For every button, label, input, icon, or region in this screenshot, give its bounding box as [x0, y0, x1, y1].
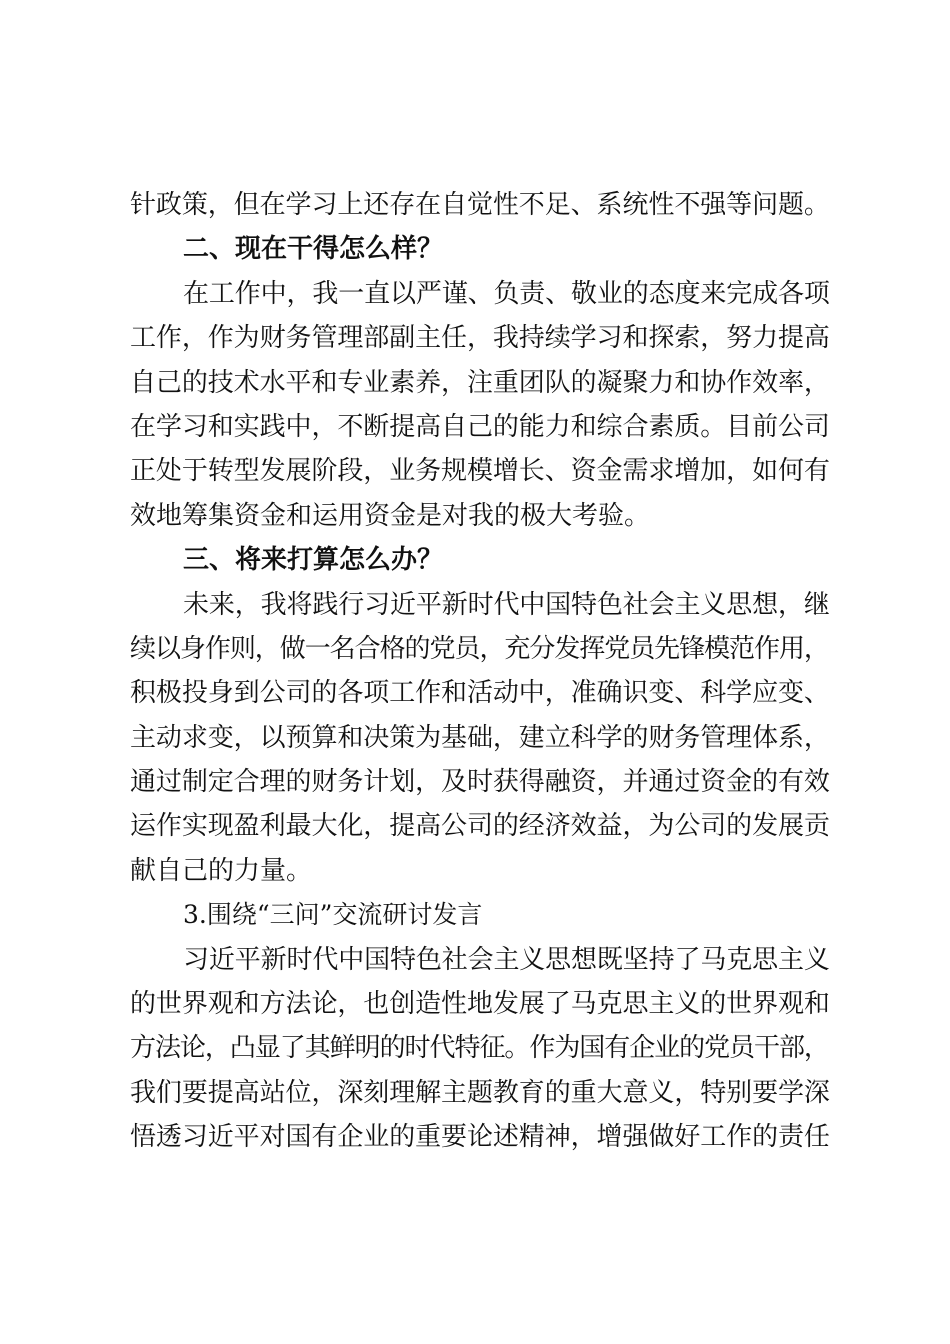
heading-now [130, 227, 830, 271]
paragraph-line-wrapper [130, 1026, 830, 1070]
paragraph-line-wrapper [130, 316, 830, 360]
paragraph-line-wrapper [130, 671, 830, 715]
paragraph-now [130, 272, 830, 538]
paragraph-line-wrapper [130, 938, 830, 982]
paragraph-discussion [130, 938, 830, 1160]
paragraph-line: 未来，我将践行习近平新时代中国特色社会主义思想，继 [183, 589, 830, 620]
paragraph-line: 针政策，但在学习上还存在自觉性不足、系统性不强等问题。 [130, 190, 830, 220]
paragraph-line: 我们要提高站位，深刻理解主题教育的重大意义，特别要学深 [130, 1077, 830, 1108]
paragraph-line-wrapper [130, 405, 830, 449]
paragraph-line-wrapper [130, 982, 830, 1026]
paragraph-line-wrapper [130, 183, 830, 227]
paragraph-line-wrapper [130, 760, 830, 804]
heading-future [130, 538, 830, 582]
section-title [130, 893, 830, 937]
paragraph-line: 工作，作为财务管理部副主任，我持续学习和探索，努力提高 [130, 323, 830, 354]
section-title-text: 3.围绕“三问”交流研讨发言 [183, 900, 483, 930]
paragraph-line: 在工作中，我一直以严谨、负责、敬业的态度来完成各项 [183, 278, 830, 309]
paragraph-line: 悟透习近平对国有企业的重要论述精神，增强做好工作的责任 [130, 1122, 830, 1153]
paragraph-line: 正处于转型发展阶段，业务规模增长、资金需求增加，如何有 [130, 456, 830, 487]
paragraph-line: 方法论，凸显了其鲜明的时代特征。作为国有企业的党员干部， [130, 1033, 829, 1064]
paragraph-line: 在学习和实践中，不断提高自己的能力和综合素质。目前公司 [130, 411, 830, 442]
paragraph-line: 主动求变，以预算和决策为基础，建立科学的财务管理体系， [130, 722, 830, 753]
paragraph-future [130, 583, 830, 894]
heading-future-text: 三、将来打算怎么办？ [183, 545, 444, 576]
document-page [130, 183, 830, 1160]
paragraph-line-wrapper [130, 272, 830, 316]
paragraph-line: 自己的技术水平和专业素养，注重团队的凝聚力和协作效率， [130, 367, 830, 398]
paragraph-line: 运作实现盈利最大化，提高公司的经济效益，为公司的发展贡 [130, 811, 830, 842]
paragraph-line-wrapper [130, 1071, 830, 1115]
paragraph-line-wrapper [130, 804, 830, 848]
paragraph-line-wrapper [130, 1115, 830, 1159]
paragraph-line-wrapper [130, 716, 830, 760]
paragraph-line-wrapper [130, 849, 830, 893]
paragraph-line-wrapper [130, 449, 830, 493]
paragraph-line: 献自己的力量。 [130, 855, 313, 886]
paragraph-line: 效地筹集资金和运用资金是对我的极大考验。 [130, 500, 651, 531]
paragraph-line-wrapper [130, 583, 830, 627]
paragraph-line-wrapper [130, 361, 830, 405]
paragraph-line: 习近平新时代中国特色社会主义思想既坚持了马克思主义 [183, 944, 830, 975]
paragraph-line: 续以身作则，做一名合格的党员，充分发挥党员先锋模范作用， [130, 633, 829, 664]
paragraph-line-wrapper [130, 627, 830, 671]
heading-now-text: 二、现在干得怎么样？ [183, 234, 444, 265]
paragraph-line: 通过制定合理的财务计划，及时获得融资，并通过资金的有效 [130, 767, 830, 798]
paragraph-line: 积极投身到公司的各项工作和活动中，准确识变、科学应变、 [130, 678, 830, 709]
paragraph-line: 的世界观和方法论，也创造性地发展了马克思主义的世界观和 [130, 989, 830, 1020]
paragraph-line-wrapper [130, 494, 830, 538]
